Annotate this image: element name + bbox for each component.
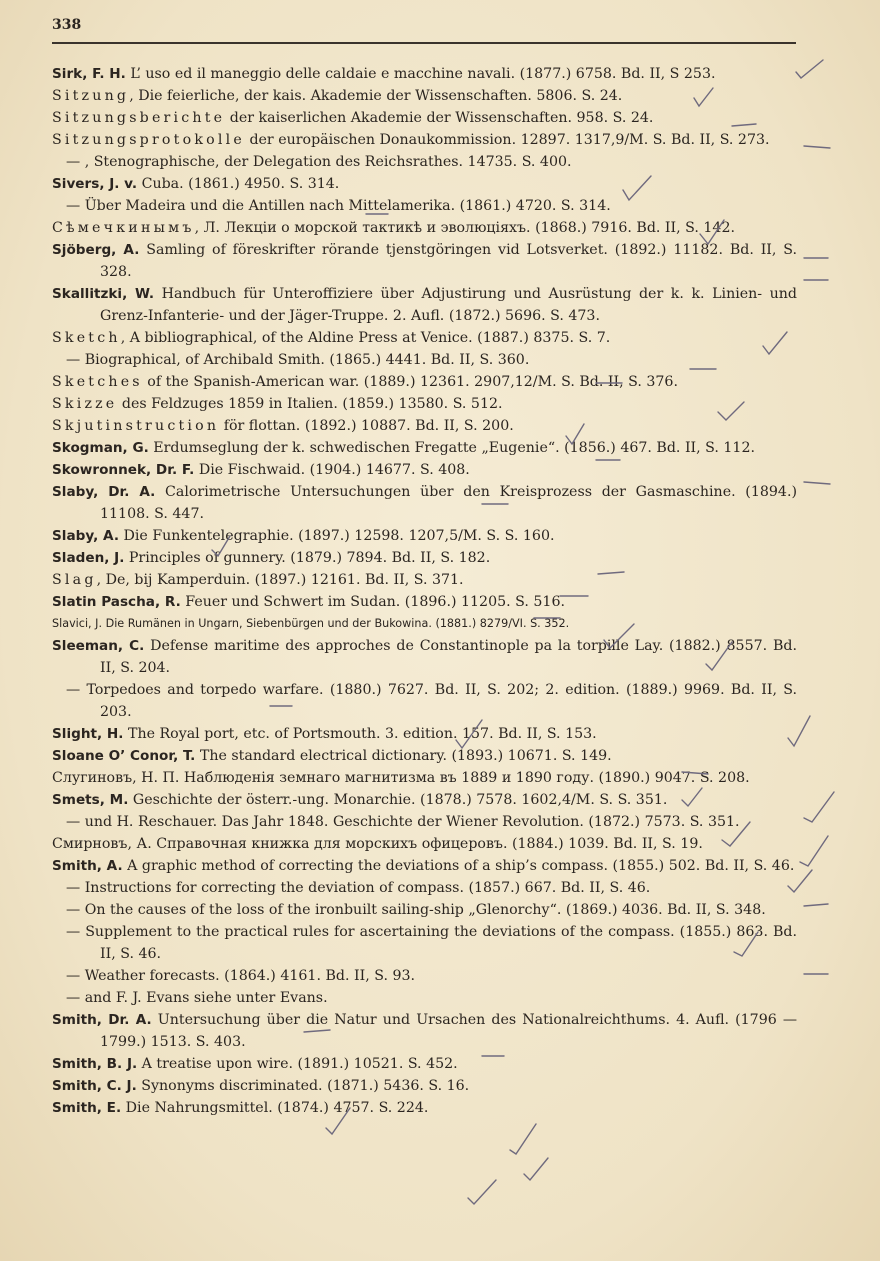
catalog-entry (52, 525, 797, 547)
catalog-entry (52, 129, 797, 151)
entry-text: A treatise upon wire. (1891.) 10521. S. 452. (137, 1056, 458, 1072)
entry-author: Slight, H. (52, 726, 124, 742)
entry-text: , De, bij Kamperduin. (1897.) 12161. Bd. II, S. 371. (96, 572, 464, 588)
catalog-entry (52, 569, 797, 591)
page-number: 338 (52, 17, 82, 33)
entry-author: Sivers, J. v. (52, 176, 138, 192)
catalog-entry (52, 789, 797, 811)
catalog-entry (52, 1075, 797, 1097)
entry-keyword: Skizze (52, 396, 118, 412)
check-mark-icon (796, 60, 823, 78)
entry-text: Feuer und Schwert im Sudan. (1896.) 11205. S. 516. (180, 594, 565, 610)
catalog-entry (52, 1053, 797, 1075)
dash-mark-icon (804, 482, 830, 484)
catalog-entry (52, 151, 797, 173)
entry-keyword: Sitzungsberichte (52, 110, 226, 126)
entry-text: — On the causes of the loss of the ironbuilt sailing-ship „Glenorchy“. (1869.) 4036. Bd. II, S. 348. (66, 902, 766, 918)
entry-author: Slaby, A. (52, 528, 119, 544)
catalog-entry (52, 415, 797, 437)
catalog-entry (52, 921, 797, 965)
catalog-entry (52, 591, 797, 613)
catalog-entry (52, 239, 797, 283)
catalog-entry (52, 217, 797, 239)
catalog-entry (52, 393, 797, 415)
entry-keyword: Skjutinstruction (52, 418, 220, 434)
entry-text: Die Funkentelegraphie. (1897.) 12598. 1207,5/M. S. S. 160. (119, 528, 555, 544)
entry-text: Die Nahrungsmittel. (1874.) 4757. S. 224. (121, 1100, 429, 1116)
catalog-entry (52, 987, 797, 1009)
entry-author: Sleeman, C. (52, 638, 145, 654)
entry-text: A graphic method of correcting the deviations of a ship’s compass. (1855.) 502. Bd. II, S. 46. (122, 858, 795, 874)
entry-keyword: Sketches (52, 374, 143, 390)
catalog-entry (52, 283, 797, 327)
entry-author: Skallitzki, W. (52, 286, 155, 302)
entry-text: L’ uso ed il maneggio delle caldaie e macchine navali. (1877.) 6758. Bd. II, S 253. (125, 66, 716, 82)
catalog-entry (52, 437, 797, 459)
entry-text: Слугиновъ, Н. П. Наблюденія земнаго магнитизма въ 1889 и 1890 году. (1890.) 9047. S. 208. (52, 770, 750, 786)
entry-text: Untersuchung über die Natur und Ursachen des Nationalreichthums. 4. Aufl. (1796 — 1799.) 1513. S. 403. (100, 1012, 798, 1050)
catalog-entry (52, 1009, 797, 1053)
dash-mark-icon (804, 904, 828, 906)
entry-keyword: Sitzungsprotokolle (52, 132, 245, 148)
entry-text: , A bibliographical, of the Aldine Press at Venice. (1887.) 8375. S. 7. (120, 330, 611, 346)
entry-text: för flottan. (1892.) 10887. Bd. II, S. 200. (219, 418, 514, 434)
check-mark-icon (524, 1158, 548, 1180)
entry-keyword: Сѣмечкинымъ (52, 220, 195, 236)
entry-text: Geschichte der österr.-ung. Monarchie. (1878.) 7578. 1602,4/M. S. S. 351. (128, 792, 668, 808)
entry-author: Smets, M. (52, 792, 129, 808)
catalog-entry (52, 679, 797, 723)
catalog-entry (52, 85, 797, 107)
catalog-entry (52, 481, 797, 525)
catalog-entry (52, 63, 797, 85)
entry-text: Handbuch für Unteroffiziere über Adjustirung und Ausrüstung der k. k. Linien- und Grenz-Infanterie- und der Jäger-Truppe. 2. Aufl. (1872.) 5696. S. 473. (100, 286, 797, 324)
entry-text: der kaiserlichen Akademie der Wissenschaften. 958. S. 24. (225, 110, 654, 126)
catalog-entry (52, 371, 797, 393)
catalog-entry (52, 855, 797, 877)
entry-text: — Instructions for correcting the deviation of compass. (1857.) 667. Bd. II, S. 46. (66, 880, 651, 896)
catalog-entry (52, 723, 797, 745)
entry-author: Smith, E. (52, 1100, 122, 1116)
catalog-entry (52, 899, 797, 921)
entry-text: , Die feierliche, der kais. Akademie der Wissenschaften. 5806. S. 24. (129, 88, 623, 104)
catalog-entry (52, 195, 797, 217)
entry-author: Slaby, Dr. A. (52, 484, 156, 500)
entry-text: — Weather forecasts. (1864.) 4161. Bd. II, S. 93. (66, 968, 416, 984)
entry-text: des Feldzuges 1859 in Italien. (1859.) 13580. S. 512. (117, 396, 503, 412)
entry-author: Sloane O’ Conor, T. (52, 748, 196, 764)
entry-text: Synonyms discriminated. (1871.) 5436. S. 16. (136, 1078, 470, 1094)
entry-text: — Torpedoes and torpedo warfare. (1880.) 7627. Bd. II, S. 202; 2. edition. (1889.) 9969. Bd. II, S. 203. (66, 682, 797, 720)
entry-text: Samling of föreskrifter rörande tjenstgöringen vid Lotsverket. (1892.) 11182. Bd. II, S. 328. (100, 242, 798, 280)
check-mark-icon (510, 1124, 536, 1154)
entry-text: of the Spanish-American war. (1889.) 12361. 2907,12/M. S. Bd. II, S. 376. (142, 374, 678, 390)
entry-author: Smith, C. J. (52, 1078, 137, 1094)
entry-keyword: Slag (52, 572, 97, 588)
entry-text: Erdumseglung der k. schwedischen Fregatte „Eugenie“. (1856.) 467. Bd. II, S. 112. (148, 440, 755, 456)
entry-text: Principles of gunnery. (1879.) 7894. Bd. II, S. 182. (124, 550, 491, 566)
catalog-entry (52, 547, 797, 569)
entry-author: Skogman, G. (52, 440, 149, 456)
entry-text: — und H. Reschauer. Das Jahr 1848. Geschichte der Wiener Revolution. (1872.) 7573. S. 351. (66, 814, 740, 830)
entry-text: Смирновъ, А. Справочная книжка для морскихъ офицеровъ. (1884.) 1039. Bd. II, S. 19. (52, 836, 703, 852)
entry-text: , Л. Лекціи о морской тактикѣ и эволюціяхъ. (1868.) 7916. Bd. II, S. 142. (194, 220, 735, 236)
check-mark-icon (468, 1180, 496, 1204)
entry-author: Smith, Dr. A. (52, 1012, 152, 1028)
entry-keyword: Sketch (52, 330, 121, 346)
catalog-entry (52, 613, 797, 635)
check-mark-icon (800, 836, 828, 866)
catalog-entry (52, 635, 797, 679)
catalog-entry (52, 173, 797, 195)
catalog-entry (52, 745, 797, 767)
catalog-entry (52, 877, 797, 899)
catalog-entry (52, 107, 797, 129)
catalog-entry (52, 833, 797, 855)
entry-text: Defense maritime des approches de Constantinople pa la torpille Lay. (1882.) 8557. Bd. II, S. 204. (100, 638, 797, 676)
entry-text: — , Stenographische, der Delegation des Reichsrathes. 14735. S. 400. (66, 154, 572, 170)
entry-text: The standard electrical dictionary. (1893.) 10671. S. 149. (195, 748, 612, 764)
entry-text: — Supplement to the practical rules for ascertaining the deviations of the compass. (1855.) 863. Bd. II, S. 46. (66, 924, 797, 962)
entry-keyword: Sitzung (52, 88, 130, 104)
entry-text: — and F. J. Evans siehe unter Evans. (66, 990, 328, 1006)
entry-text: — Biographical, of Archibald Smith. (1865.) 4441. Bd. II, S. 360. (66, 352, 530, 368)
entry-text: der europäischen Donaukommission. 12897. 1317,9/M. S. Bd. II, S. 273. (244, 132, 770, 148)
entry-text: Die Fischwaid. (1904.) 14677. S. 408. (194, 462, 470, 478)
entry-text: Slavici, J. Die Rumänen in Ungarn, Siebenbürgen und der Bukowina. (1881.) 8279/VI. S. 352. (52, 617, 570, 630)
entry-author: Sjöberg, A. (52, 242, 140, 258)
entry-author: Smith, B. J. (52, 1056, 138, 1072)
entry-author: Smith, A. (52, 858, 123, 874)
entry-text: Cuba. (1861.) 4950. S. 314. (137, 176, 340, 192)
entry-list (52, 63, 797, 1119)
entry-author: Sirk, F. H. (52, 66, 126, 82)
entry-author: Slatin Pascha, R. (52, 594, 181, 610)
catalog-entry (52, 1097, 797, 1119)
entry-author: Skowronnek, Dr. F. (52, 462, 195, 478)
header-rule (52, 42, 796, 44)
entry-author: Sladen, J. (52, 550, 125, 566)
check-mark-icon (804, 792, 834, 822)
catalog-entry (52, 327, 797, 349)
entry-text: The Royal port, etc. of Portsmouth. 3. edition. 157. Bd. II, S. 153. (123, 726, 597, 742)
catalog-entry (52, 767, 797, 789)
catalog-entry (52, 459, 797, 481)
catalog-entry (52, 965, 797, 987)
entry-text: — Über Madeira und die Antillen nach Mittelamerika. (1861.) 4720. S. 314. (66, 198, 611, 214)
entry-text: Calorimetrische Untersuchungen über den Kreisprozess der Gasmaschine. (1894.) 11108. S. 447. (100, 484, 797, 522)
dash-mark-icon (804, 146, 830, 148)
catalog-entry (52, 811, 797, 833)
catalog-entry (52, 349, 797, 371)
